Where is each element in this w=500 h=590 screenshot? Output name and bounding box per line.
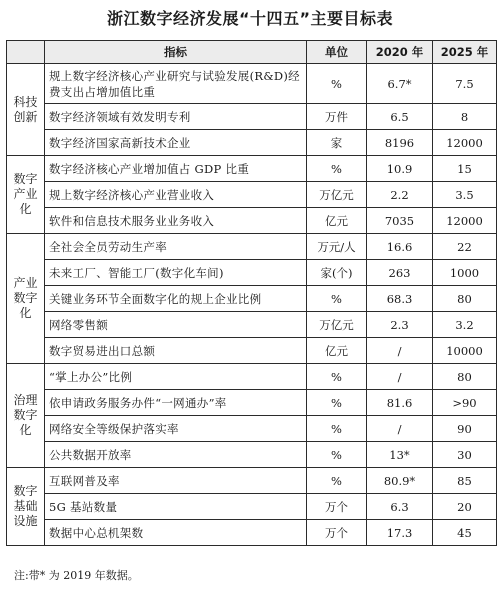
- unit-cell: 万个: [307, 520, 367, 546]
- indicator-cell: 网络安全等级保护落实率: [45, 416, 307, 442]
- indicator-cell: 互联网普及率: [45, 468, 307, 494]
- unit-cell: %: [307, 442, 367, 468]
- unit-cell: %: [307, 364, 367, 390]
- header-row: [7, 41, 497, 64]
- table-row: [7, 156, 497, 182]
- table-title: 浙江数字经济发展“十四五”主要目标表: [106, 9, 394, 28]
- table-row: [7, 286, 497, 312]
- value-2025-cell: 22: [433, 234, 497, 260]
- indicator-cell: 网络零售额: [45, 312, 307, 338]
- indicator-cell: 规上数字经济核心产业研究与试验发展(R&D)经费支出占增加值比重: [45, 64, 307, 104]
- indicator-cell: 软件和信息技术服务业业务收入: [45, 208, 307, 234]
- table-row: [7, 442, 497, 468]
- value-2025-cell: 3.2: [433, 312, 497, 338]
- value-2020-cell: 10.9: [367, 156, 433, 182]
- indicator-cell: 依申请政务服务办件“一网通办”率: [45, 390, 307, 416]
- table-row: [7, 312, 497, 338]
- unit-cell: 万元/人: [307, 234, 367, 260]
- table-row: [7, 260, 497, 286]
- value-2025-cell: 15: [433, 156, 497, 182]
- indicator-cell: 数字经济国家高新技术企业: [45, 130, 307, 156]
- value-2025-cell: 30: [433, 442, 497, 468]
- value-2020-cell: 6.3: [367, 494, 433, 520]
- value-2020-cell: 8196: [367, 130, 433, 156]
- value-2020-cell: 6.5: [367, 104, 433, 130]
- value-2020-cell: 80.9*: [367, 468, 433, 494]
- targets-table: [6, 40, 497, 546]
- table-row: [7, 390, 497, 416]
- unit-cell: 亿元: [307, 338, 367, 364]
- header-category: [7, 41, 45, 64]
- table-row: [7, 182, 497, 208]
- category-cell: 科技创新: [7, 64, 45, 156]
- indicator-cell: 数字经济核心产业增加值占 GDP 比重: [45, 156, 307, 182]
- value-2020-cell: /: [367, 364, 433, 390]
- value-2020-cell: 81.6: [367, 390, 433, 416]
- indicator-cell: 5G 基站数量: [45, 494, 307, 520]
- unit-cell: 亿元: [307, 208, 367, 234]
- unit-cell: %: [307, 156, 367, 182]
- value-2025-cell: 90: [433, 416, 497, 442]
- header-unit: 单位: [307, 41, 367, 64]
- indicator-cell: 数据中心总机架数: [45, 520, 307, 546]
- table-row: [7, 520, 497, 546]
- table-row: [7, 234, 497, 260]
- indicator-cell: 公共数据开放率: [45, 442, 307, 468]
- value-2020-cell: /: [367, 416, 433, 442]
- category-cell: 产业数字化: [7, 234, 45, 364]
- header-2025: 2025 年: [433, 41, 497, 64]
- unit-cell: 万个: [307, 494, 367, 520]
- category-cell: 治理数字化: [7, 364, 45, 468]
- value-2025-cell: 10000: [433, 338, 497, 364]
- unit-cell: 万件: [307, 104, 367, 130]
- indicator-cell: 关键业务环节全面数字化的规上企业比例: [45, 286, 307, 312]
- value-2020-cell: 263: [367, 260, 433, 286]
- category-cell: 数字产业化: [7, 156, 45, 234]
- value-2025-cell: 12000: [433, 130, 497, 156]
- indicator-cell: 数字贸易进出口总额: [45, 338, 307, 364]
- value-2020-cell: 68.3: [367, 286, 433, 312]
- unit-cell: %: [307, 64, 367, 104]
- unit-cell: %: [307, 286, 367, 312]
- value-2020-cell: 17.3: [367, 520, 433, 546]
- value-2020-cell: 2.2: [367, 182, 433, 208]
- value-2025-cell: 85: [433, 468, 497, 494]
- indicator-cell: “掌上办公”比例: [45, 364, 307, 390]
- unit-cell: %: [307, 416, 367, 442]
- value-2020-cell: 16.6: [367, 234, 433, 260]
- unit-cell: 万亿元: [307, 312, 367, 338]
- value-2025-cell: 45: [433, 520, 497, 546]
- indicator-cell: 未来工厂、智能工厂(数字化车间): [45, 260, 307, 286]
- indicator-cell: 数字经济领域有效发明专利: [45, 104, 307, 130]
- indicator-cell: 全社会全员劳动生产率: [45, 234, 307, 260]
- table-row: [7, 104, 497, 130]
- value-2020-cell: 2.3: [367, 312, 433, 338]
- value-2020-cell: /: [367, 338, 433, 364]
- value-2020-cell: 7035: [367, 208, 433, 234]
- unit-cell: 家: [307, 130, 367, 156]
- unit-cell: 家(个): [307, 260, 367, 286]
- footnote: 注:带* 为 2019 年数据。: [14, 569, 139, 582]
- table-row: [7, 64, 497, 104]
- unit-cell: 万亿元: [307, 182, 367, 208]
- value-2025-cell: 7.5: [433, 64, 497, 104]
- value-2025-cell: 20: [433, 494, 497, 520]
- table-row: [7, 130, 497, 156]
- table-row: [7, 208, 497, 234]
- unit-cell: %: [307, 390, 367, 416]
- table-row: [7, 468, 497, 494]
- value-2020-cell: 6.7*: [367, 64, 433, 104]
- table-row: [7, 494, 497, 520]
- category-cell: 数字基础设施: [7, 468, 45, 546]
- value-2025-cell: 8: [433, 104, 497, 130]
- table-row: [7, 338, 497, 364]
- value-2025-cell: 3.5: [433, 182, 497, 208]
- unit-cell: %: [307, 468, 367, 494]
- header-indicator: 指标: [45, 41, 307, 64]
- table-row: [7, 364, 497, 390]
- value-2025-cell: 80: [433, 364, 497, 390]
- table-row: [7, 416, 497, 442]
- value-2025-cell: 1000: [433, 260, 497, 286]
- indicator-cell: 规上数字经济核心产业营业收入: [45, 182, 307, 208]
- header-2020: 2020 年: [367, 41, 433, 64]
- value-2025-cell: 80: [433, 286, 497, 312]
- value-2020-cell: 13*: [367, 442, 433, 468]
- value-2025-cell: >90: [433, 390, 497, 416]
- value-2025-cell: 12000: [433, 208, 497, 234]
